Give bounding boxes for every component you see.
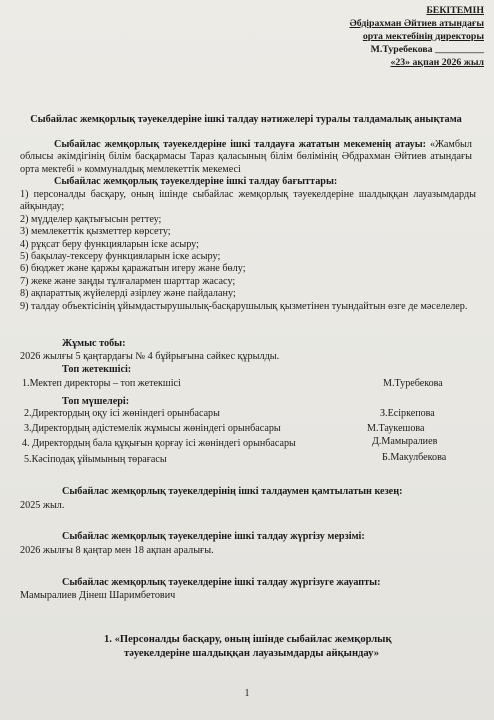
approval-title: БЕКІТЕМІН xyxy=(426,5,484,16)
leader-name: М.Туребекова xyxy=(383,378,443,389)
direction-item: 8) ақпараттық жүйелерді әзірлеу және пайдалану; xyxy=(20,288,236,300)
direction-item: 5) бақылау-тексеру функцияларын іске асыру; xyxy=(20,251,221,263)
term-value: 2026 жылғы 8 қаңтар мен 18 ақпан аралығы. xyxy=(20,545,214,556)
direction-item: 7) жеке және заңды тұлғалармен шарттар жасасу; xyxy=(20,275,236,287)
responsible-value: Мамыралиев Дінеш Шаримбетович xyxy=(20,590,176,601)
object-label: Сыбайлас жемқорлық тәуекелдеріне ішкі талдауға жататын мекеменің атауы: xyxy=(54,139,427,150)
responsible-label: Сыбайлас жемқорлық тәуекелдеріне ішкі талдау жүргізуге жауапты: xyxy=(62,577,381,588)
direction-item: 3) мемлекеттік қызметтер көрсету; xyxy=(20,226,171,238)
section-1-heading-line-2: тәуекелдеріне шалдыққан лауазымдарды айқындау» xyxy=(124,648,380,659)
members-label: Топ мүшелері: xyxy=(62,396,130,407)
direction-item: 2) мүдделер қақтығысын реттеу; xyxy=(20,213,162,225)
leader-role: 1.Мектеп директоры – топ жетекшісі xyxy=(22,378,181,389)
direction-item: 9) талдау объектісінің ұйымдастырушылық-басқарушылық қызметінен туындайтын өзге де мәселелер. xyxy=(20,300,468,312)
member-name: Б.Макулбекова xyxy=(382,452,447,463)
page-number: 1 xyxy=(244,688,250,699)
approval-line-1: Әбдірахман Әйтиев атындағы xyxy=(349,18,484,29)
directions-list xyxy=(20,189,476,313)
member-name: З.Есіркепова xyxy=(380,408,435,419)
member-role: 4. Директордың бала құқығын қорғау ісі жөніндегі орынбасары xyxy=(22,438,296,449)
period-value: 2025 жыл. xyxy=(20,500,65,511)
object-paragraph xyxy=(20,139,472,176)
direction-item: 1) персоналды басқару, оның ішінде сыбайлас жемқорлық тәуекелдеріне шалдыққан лауазымдарды айқындау; xyxy=(20,189,476,213)
group-label: Жұмыс тобы: xyxy=(62,338,126,349)
document-title: Сыбайлас жемқорлық тәуекелдеріне ішкі талдау нәтижелері туралы талдамалық анықтама xyxy=(30,114,462,125)
approval-line-2: орта мектебінің директоры xyxy=(362,31,484,42)
member-role: 2.Директордың оқу ісі жөніндегі орынбасары xyxy=(24,408,220,419)
member-name: М.Таукешова xyxy=(367,423,425,434)
group-text: 2026 жылғы 5 қаңтардағы № 4 бұйрығына сәйкес құрылды. xyxy=(20,351,280,362)
member-role: 3.Директордың әдістемелік жұмысы жөніндегі орынбасары xyxy=(24,423,281,434)
member-name: Д.Мамыралиев xyxy=(372,436,438,447)
object-value: «Жамбыл облысы әкімдігінің білім басқармасы Тараз қаласының білім бөлімінің Әбдрахман Әйтиев атындағы орта мектебі » коммуналдық мемлекеттік мекемесі xyxy=(20,139,472,175)
direction-item: 4) рұқсат беру функцияларын іске асыру; xyxy=(20,238,199,250)
leader-label: Топ жетекшісі: xyxy=(62,364,132,375)
section-1-heading-line-1: 1. «Персоналды басқару, оның ішінде сыбайлас жемқорлық xyxy=(104,634,392,645)
member-role: 5.Кәсіподақ ұйымының төрағасы xyxy=(24,454,167,465)
period-label: Сыбайлас жемқорлық тәуекелдерінің ішкі талдаумен қамтылатын кезең: xyxy=(62,486,403,497)
approval-block xyxy=(349,4,484,69)
directions-label: Сыбайлас жемқорлық тәуекелдеріне ішкі талдау бағыттары: xyxy=(54,176,338,187)
term-label: Сыбайлас жемқорлық тәуекелдеріне ішкі талдау жүргізу мерзімі: xyxy=(62,531,365,542)
approval-line-3: М.Туребекова __________ xyxy=(370,44,484,55)
direction-item: 6) бюджет және қаржы қаражатын игеру және бөлу; xyxy=(20,263,246,275)
approval-date: «23» ақпан 2026 жыл xyxy=(390,57,484,68)
